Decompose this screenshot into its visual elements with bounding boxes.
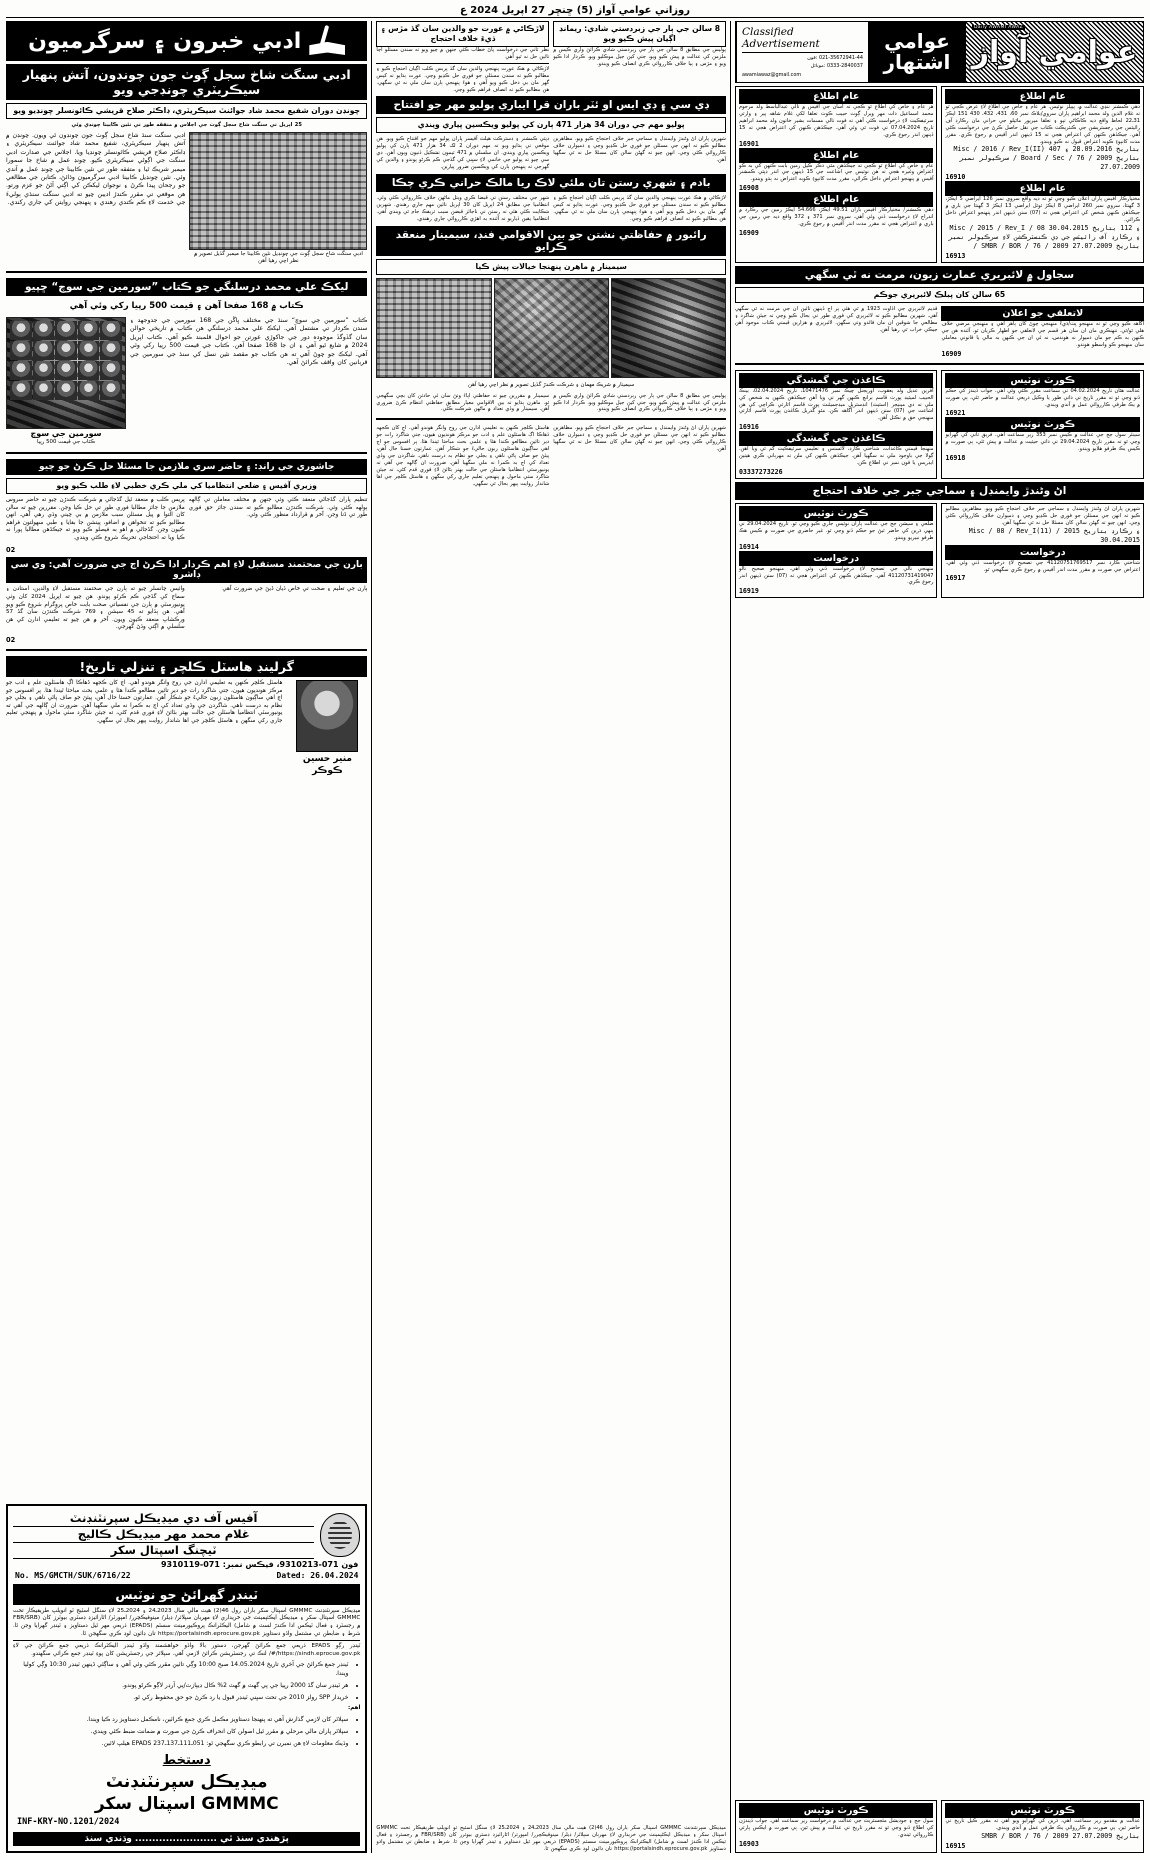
logo-title: عوامي آواز (971, 34, 1138, 70)
left-article-2-body-row (6, 586, 367, 632)
lost-docs-2-ref: 03337273226 (738, 467, 783, 476)
mid-art-1-headline: 8 سالن جي ٻار جي زبردستي شادي: ريمانڊ اڳيان پيش ڪيو ويو (553, 21, 726, 47)
tender-office-line1: آفيس آف دي ميڊيڪل سپرنٽنڊنٽ (13, 1511, 314, 1527)
lost-docs-2-body: منهنجا قيمتي ڪاغذات، شناختي ڪارڊ، لائسنس ۽ تعليمي سرٽيفڪيٽ گم ٿي ويا آهن. ڳولا جي باوجود ملي نه سگهيا آهن. جيڪڏهن ڪنهن کي ملن ته مهرباني ڪري هيٺين ايڊريس يا فون نمبر تي اطلاع ڪن. (738, 446, 934, 467)
left-article-2-ref: 02 (6, 636, 16, 645)
classified-phone1: 021-35672941-44 :فون (807, 54, 863, 61)
book-cover-wrap (6, 317, 126, 447)
notice-0-ref: 16910 (945, 173, 966, 182)
mid-photo-1 (376, 278, 491, 378)
court-3-ref: 16914 (738, 542, 759, 551)
sajawal-sub: 65 سالن کان پبلڪ لائبريري جوڪم (735, 287, 1144, 303)
mid-art-0-sub: نظر ثاني جي درخواست پاڻ خطاب ڪئي جنهن ۾ چيو ويو ته سندن مسئلو اڃا تائين حل نه ٿيو آهي (376, 47, 550, 60)
lost-docs-card (735, 370, 938, 479)
dastak-1-title: درخواست (739, 551, 934, 566)
court-notice-card-1 (941, 370, 1144, 479)
tender-dated: Dated: 26.04.2024 (276, 1570, 359, 1580)
literary-section-title: ادبي خبرون ۽ سرگرميون (28, 28, 302, 54)
court-2-title: ڪورٽ نوٽيس (945, 417, 1140, 432)
book-price-note: ڪتاب جي قيمت 500 رپيا (37, 438, 95, 445)
feature-author-name: منير حسين ڪوڪر (302, 754, 352, 777)
mid-top-a (376, 21, 549, 93)
notice-grid-low (735, 503, 1144, 598)
sajawal-body-row (735, 306, 1144, 358)
court-5-ref: 16915 (945, 1842, 966, 1850)
middle-column (376, 21, 726, 1853)
classified-email: awamiawaz@gmail.com (741, 71, 802, 78)
masthead-line: روزاني عوامي آواز (5) ڇنڇر 27 اپريل 2024 ع (459, 5, 691, 16)
left-column (6, 21, 367, 1853)
notice-ref-code-3: SMBR / BOR / 76 / 2009 بتاريخ 27.07.2009 (981, 1832, 1141, 1840)
notice-grid-mid (735, 370, 1144, 479)
notice-2-body: عام ۽ خاص کي اطلاع ٿو ڪجي ته جيڪڏهن مٿي ذڪر ڪيل زمين بابت ڪنهن کي به ڪو اعتراض وغيره هجي ته هن نوٽيس جي اشاعت جي 15 ڏينهن جي اندر ڊپٽي ڪمشنر آفيس ۾ پنهنجو اعتراض داخل ڪرائي، مقرر مدت کانپوءِ ڪوبه اعتراض نه ٻڌو ويندو. (738, 162, 934, 183)
mid-banner-2-body-row (376, 195, 726, 223)
literary-photo-caption: ادبي سنگت شاخ سجل ڳوٺ جي چونڊيل نئين ڪابينا جا ميمبر گڏيل تصوير ۾ نظر اچي رهيا آهن (193, 250, 363, 264)
feature-body: هاسٽل ڪلچر ڪنهن به تعليمي ادارن جي روح وانگر هوندو آهي. اڄ کان ڪجهه ڏهاڪا اڳ هاسٽلون علم ۽ ادب جو مرڪز هونديون هيون، جتي شاگرد رات جو دير تائين مطالعو ڪندا هئا ۽ علمي بحث مباحثا ٿيندا هئا. پر افسوس جو اڄ اهي ساڳيون هاسٽلون زبون حاليءَ جو شڪار آهن. عمارتون خستا حال آهن، پيئڻ جو صاف پاڻي ناهي ۽ بجلي جو نظام به درست ناهي. شاگردن جي وڏي تعداد کي اڄ به ڪمرا نه ملي سگهيا آهن. ضرورت ان ڳالهه جي آهي ته يونيورسٽي انتظاميا هاسٽلن جي حالت بهتر بڻائڻ لاءِ فوري قدم کڻي، ته جيئن شاگرد سٺي ماحول ۾ پنهنجي تعليم جاري رکي سگهن ۽ هاسٽل ڪلچر جي اها شاندار روايت ٻيهر بحال ٿي سگهي. (6, 680, 283, 724)
court-1-ref: 16921 (945, 409, 966, 418)
classified-brand (868, 22, 966, 82)
dastak-1-ref: 16919 (738, 587, 759, 596)
court-notice-card-3 (735, 1800, 938, 1853)
notice-3-ref: 16909 (738, 228, 759, 237)
tender-note-list (13, 1715, 360, 1748)
protest-body: شهرين پاران اڻ وڻندڙ وايمنڊل ۽ سماجي جبر خلاف احتجاج ڪيو ويو. مظاهرين مطالبو ڪيو ته انهن جي مسئلن جو فوري حل ڪڍيو وڃي ۽ ذميوارن خلاف ڪارروائي ڪئي وڃي. انهن چيو ته گهڻن سالن کان مسئلا حل نه ٿي سگهيا آهن. (945, 505, 1141, 526)
mid-top-b (553, 21, 726, 93)
mid-lower-a: هاسٽل ڪلچر ڪنهن به تعليمي ادارن جي روح وانگر هوندو آهي. اڄ کان ڪجهه ڏهاڪا اڳ هاسٽلون علم ۽ ادب جو مرڪز هونديون هيون، جتي شاگرد رات جو دير تائين مطالعو ڪندا هئا ۽ علمي بحث مباحثا ٿيندا هئا. پر افسوس جو اڄ اهي ساڳيون هاسٽلون زبون حاليءَ جو شڪار آهن. عمارتون خستا حال آهن، پيئڻ جو صاف پاڻي ناهي ۽ بجلي جو نظام به درست ناهي. شاگردن جي وڏي تعداد کي اڄ به ڪمرا نه ملي سگهيا آهن. ضرورت ان ڳالهه جي آهي ته يونيورسٽي انتظاميا هاسٽلن جي حالت بهتر بڻائڻ لاءِ فوري قدم کڻي، ته جيئن شاگرد سٺي ماحول ۾ پنهنجي تعليم جاري رکي سگهن ۽ هاسٽل ڪلچر جي اها شاندار روايت ٻيهر بحال ٿي سگهي. (376, 425, 550, 487)
court-2-ref: 16918 (945, 454, 966, 463)
notice-1-ref: 16901 (738, 139, 759, 148)
lost-docs-card-2 (941, 503, 1144, 598)
mid-banner-2-body-2: لاڙڪاڻي ۾ هڪ عورت پنهنجي والدين سان گڏ پريس ڪلب اڳيان احتجاج ڪيو ۽ مطالبو ڪيو ته سندن مسئلي جو فوري حل ڪڍيو وڃي. عورت ٻڌايو ته کيس گهر مان بي دخل ڪيو ويو آهي ۽ هوءَ پنهنجي ٻارن سان ملي نه ٿي سگهي. هن مطالبو ڪيو ته انصاف فراهم ڪيو وڃي. (553, 194, 726, 222)
court-4-title: ڪورٽ نوٽيس (739, 1803, 934, 1818)
column-divider-1 (371, 21, 372, 1853)
mid-banner-3: رائبور ۾ حفاظتي نشتن جو بين الاقوامي فنڊ، سيمينار منعقد ڪرايو (376, 226, 726, 256)
tender-ref-row (13, 1570, 360, 1581)
notice-3-title: عام اطلاع (739, 192, 934, 207)
mid-banner-2: بادم ۽ شهري رستن تان ملئي لاڪ ريا مالڪ حراني ڪري چڪا (376, 174, 726, 192)
literary-photo (189, 132, 367, 250)
mid-banner-1-sub: پوليو مهم جي دوران 34 هزار 471 ٻارن کي پوليو ويڪسين پياري ويندي (376, 117, 726, 133)
notice-0-body: دهي ڪمشنر ننڍي عدالت ۾، پيپلز نوٽيس. هر عام ۽ خاص جي اطلاع لاءِ عرض ڪجي ٿو ته غلام الدين ولد محمد ابراهيم پاران سروي/بلاڪ نمبر 60، 431، 432، 430 151 ايڪڙ 31ـ22 لحاظ واقع ديه ڪاڪاڻي تپو ۽ تعلقا ميرپور ماٿيلو جي حراني مان رڪارڊ آف رائيٽس جي رجسٽريشن جي ڪنٽريڪٽ ڪتاب جي نقل حاصل ڪرڻ جي درخواست ڪئي آهي. جيڪڏهن ڪنهن کي اعتراض هجي ته 15 ڏينهن اندر آفيس ۾ رجوع ڪري. مقرر مدت کانپوءِ ڪوبه اعتراض قبول نه ڪيو ويندو. (945, 104, 1141, 145)
feature-headline: گرلينڊ هاسٽل ڪلچر ۽ تنزلي تاريخ! (6, 656, 367, 677)
tender-intro: ميڊيڪل سپرنٽنڊنٽ GMMMC اسپتال سکر باران رول 46(2) هيٺ مالي سال 2023ـ24 ۽ 2024ـ25 لاءِ سنگل اسٽيج ٽو انويلپ طريقيڪار تحت GMMMC اسپتال سکر ۽ ميڊيڪل ايڪئپمينٽ جي خريداري لاءِ مهربان سپلائر/ ڊيلر/ مينوفيڪچرر/ امپورٽر/ اٿارائيزڊ ڊسٽري بيوٽرز کان (FBR/SRB ۾ رجسٽرڊ ۽ فعال ٽيڪس ادا ڪندڙ لسٽ ۾ شامل) اليڪٽرانڪ پروڪيورمينٽ سسٽم (EPADS) ذريعي مهر ٿيل دستاويز ۽ ٽينڊر گهرايا وڃن ٿا. شرط ۽ ضابطن تي مشتمل واڌو دستاويز https://portalsindh.eprocure.gov.pk تان ڊائون لوڊ ڪري سگهجن ٿا. (13, 1607, 361, 1637)
tender-notice-card (6, 1504, 367, 1853)
court-1-title: ڪورٽ نوٽيس (945, 373, 1140, 388)
classified-label: Classified Advertisement (742, 26, 863, 53)
tender-note-head: اهم: (348, 1705, 361, 1712)
mid-banner-1: ڊي سي ۽ ڊي ايس او ئٽر باران قرا ايباري پوليو مهر جو افتتاح (376, 96, 726, 114)
left-article-1-sub: وزيري آفيس ۽ ضلعي انتظاميا کي ملي ڪري خطبي لاءِ طلب ڪيو ويو (6, 478, 367, 494)
book-cover-title: سورمين جي سوچ (30, 428, 102, 438)
feature-author-wrap (287, 680, 367, 778)
tender-sign-label: دستخط (162, 1753, 211, 1768)
left-article-1-body-row (6, 497, 367, 543)
lost-docs-body: آفرين عديل ولد يعقوب، اوريجنل ڇيڪ نمبر 10471476، تاريخ 02.04.2024، بينڪ الحبيب لميٽيڊ پورٽ قاسم برانچ ڪنهن گهر تي ويا آهن جيڪڏهن ڪنهن به شخص کي ملي ته دي مينيجر (اسٽيٿ) انڊسٽريل ميڊجميئنٽ پورٽ قاسم اٿارٽي ڪراچي کي هن اشاعت جي (07) ستن ڏينهن اندر آگاهه ڪن. مٿو گذريل ڪاغذن پورٽ قاسم اٿارٽي منهنجي حق ۾ نڪتل آهن. (738, 387, 934, 422)
column-divider-2 (730, 21, 731, 1853)
notice-grid-bottom (735, 1800, 1144, 1853)
court-4-body: سول جج ۽ جوڊيشل مئجسٽريٽ جي عدالت ۾ درخواست زير سماعت آهي. جواب ڏيندڙن کي اطلاع ڏنو وڃي ٿو ته مقرر تاريخ تي عدالت ۾ پيش ٿين. ٻي صورت ۾ ايڪس پارٽي ڪارروائي ٿيندي. (738, 1818, 934, 1838)
tender-office-line3: ٽيچنگ اسپتال سکر (13, 1543, 314, 1559)
brand-line-2: اشتهار (883, 50, 951, 74)
book-subhead: ڪتاب ۾ 168 صفحا آهن ۽ قيمت 500 رپيا رکي وئي آهي (69, 300, 304, 311)
tender-bullet-1: • هر ٽينڊر سان گڏ 2000 رپيا جي پي گھٽ ۾ گھٽ 2% ڪال ڊيپازٽ/پي آرڊر لاڳو ڪرڻو پوندو. (13, 1681, 348, 1690)
book-row (6, 317, 367, 447)
notice-0-title: عام اطلاع (945, 89, 1140, 104)
left-article-1-ref: 02 (6, 546, 16, 555)
disclaimer-ref: 16909 (941, 349, 962, 358)
mid-banner-1-body: ڊپٽي ڪمشنر ۽ ڊسٽرڪٽ هيلٿ آفيسر پاران پوليو مهم جو افتتاح ڪيو ويو. هن موقعي تي ٻڌايو ويو ته مهم دوران 2 لک 34 هزار 471 ٻارن کي پوليو ويڪسين پياري ويندي. ان سلسلي ۾ 471 ٽيمون تشڪيل ڏنيون ويون آهن. ڊي سي چيو ته پوليو جي خاتمي لاءِ سڀني کي گڏجي ڪم ڪرڻو پوندو ۽ والدين کي گهرجي ته پنهنجن ٻارن کي ويڪسين ضرور پيارين. (376, 136, 550, 171)
notice-card-0 (941, 86, 1144, 263)
notice-4-body: مختيارڪار آفيس پاران اعلان ڪيو وڃي ٿو ته ديه واقع سروي نمبر 126 ايراضي 5 ايڪڙ، 3 گهنٽا، سروي نمبر 260 ايراضي 8 ايڪڙ ٽوٽل ايراضي 13 ايڪڙ 3 گهنٽا جي باري ۾ جيڪڏهن ڪنهن شخص کي اعتراض هجي ته (07) ستن ڏينهن اندر پنهنجو اعتراض داخل ڪرائي. (945, 196, 1141, 224)
right-column (735, 21, 1144, 1853)
court-notice-card-2 (735, 503, 938, 598)
tender-sign-name2: GMMMC اسپتال سکر (94, 1794, 279, 1814)
notice-2-ref: 16908 (738, 184, 759, 193)
lost-docs-title: ڪاغذن جي گمشدگي (739, 373, 934, 388)
left-lowcol-a: تنظيم پاران گڏجاڻي منعقد ڪئي وئي جنهن ۾ مختلف معاملن تي ڳالهه ٻولهه ڪئي وئي. شرڪت ڪندڙن مطالبو ڪيو ته سندن جائز حق فوري طور تي ڏنا وڃن. آخر ۾ قرارداد منظور ڪئي وئي. (188, 496, 368, 519)
mid-filler-a: ميڊيڪل سپرنٽنڊنٽ GMMMC اسپتال سکر باران رول 46(2) هيٺ مالي سال 2023ـ24 ۽ 2024ـ25 لاءِ سنگل اسٽيج ٽو انويلپ طريقيڪار تحت GMMMC اسپتال سکر ۽ ميڊيڪل ايڪئپمينٽ جي خريداري لاءِ مهربان سپلائر/ ڊيلر/ مينوفيڪچرر/ امپورٽر/ اٿارائيزڊ ڊسٽري بيوٽرز کان (FBR/SRB ۾ رجسٽرڊ ۽ فعال ٽيڪس ادا ڪندڙ لسٽ ۾ شامل) اليڪٽرانڪ پروڪيورمينٽ سسٽم (EPADS) ذريعي مهر ٿيل دستاويز ۽ ٽينڊر گهرايا وڃن ٿا. شرط ۽ ضابطن تي مشتمل واڌو دستاويز https://portalsindh.eprocure.gov.pk تان ڊائون لوڊ ڪري سگهجن ٿا. (376, 1825, 726, 1853)
dastak-2-body: شناختي ڪارڊ نمبر 41120751769517 جي تصحيح لاءِ درخواست ڏني وئي آهي. اعتراض جي صورت ۾ مقرر مدت اندر آفيس ۾ رجوع ڪري سگهجي ٿو. (945, 559, 1141, 573)
literary-section-banner (6, 21, 367, 61)
tender-phone-label: فون 071-9310213، فيڪس نمبر: 071-9310119 (160, 1559, 359, 1569)
tender-note-0: • سپلائر کان لازمي گذارش آهي ته پنهنجا دستاويز مڪمل ڪري جمع ڪرائين، نامڪمل دستاويز رد ڪيا ويندا. (13, 1715, 348, 1724)
logo-tagline: Daily AWAMI AWAZ (973, 25, 1024, 30)
mid-art-0-headline: لاڙڪاڻي ۾ عورت جو والدين سان گڏ مڙس ۽ ڌيءَ خلاف احتجاج (376, 21, 549, 47)
literary-body-row (6, 132, 367, 266)
book-cover-image (6, 317, 126, 429)
lost-docs-ref: 16916 (738, 423, 759, 432)
court-notice-card-4 (941, 1800, 1144, 1853)
mid-banner-3-sub: سيمينار ۾ ماهرن پنهنجا خيالات پيش ڪيا (376, 259, 726, 275)
mid-top-row (376, 21, 726, 93)
notice-ref-code-1: Misc / 2015 / Rev_I / 08 ۽ 112 بتاريخ 30.04.2015 ۽ رڪارڊ آف رائيٽس جي ڊي ڪنسٽرڪشن لاءِ سرڪيولر نمبر / SMBR / BOR / 76 / 2009 بتاريخ 27.07.2009 (948, 224, 1141, 251)
sajawal-headline: سجاول ۾ لائبريري عمارت زبون، مرمت نه ٿي سگهي (735, 266, 1144, 284)
mid-banner-1-body-2: شهرين پاران اڻ وڻندڙ وايمنڊل ۽ سماجي جبر خلاف احتجاج ڪيو ويو. مظاهرين مطالبو ڪيو ته انهن جي مسئلن جو فوري حل ڪڍيو وڃي ۽ ذميوارن خلاف ڪارروائي ڪئي وڃي. انهن چيو ته گهڻن سالن کان مسئلا حل نه ٿي سگهيا آهن. (553, 136, 726, 164)
tender-para2: ٽينڊر رڳو EPADS ذريعي جمع ڪرائڻ گهرجن، دستور بالا واڌو خواهشمند واڌو ٽينڊر اليڪٽرانڪ ذريعي جمع ڪرائڻ جي لاءِ https://sindh.eprocue.gov.pk/#/ لنڪ تي رجسٽريشن ڪرائڻ لازمي آهي. سپلائر جي رجسٽريشن کان پوءِ ٽينڊر جمع ڪرائي سگهندو. (13, 1643, 361, 1657)
lost-docs-2-title: ڪاغذن جي گمشدگي (739, 431, 934, 446)
tender-inf-no: INF-KRY-NO.1201/2024 (17, 1817, 120, 1827)
tender-office-line2: غلام محمد مهر ميڊيڪل ڪاليج (13, 1527, 314, 1543)
left-lowcol-b: ٻارن جي تعليم ۽ صحت تي خاص ڌيان ڏيڻ جي ضرورت آهي (222, 586, 368, 593)
tender-title: ٽينڊر گهرائڻ جو نوٽيس (13, 1584, 360, 1605)
government-emblem-icon (320, 1513, 360, 1557)
mid-art-0-body: لاڙڪاڻي ۾ هڪ عورت پنهنجي والدين سان گڏ پريس ڪلب اڳيان احتجاج ڪيو ۽ مطالبو ڪيو ته سندن مسئلي جو فوري حل ڪڍيو وڃي. عورت ٻڌايو ته کيس گهر مان بي دخل ڪيو ويو آهي ۽ هوءَ پنهنجي ٻارن سان ملي نه ٿي سگهي. هن مطالبو ڪيو ته انصاف فراهم ڪيو وڃي. (376, 65, 550, 93)
book-headline: ليکڪ علي محمد درسلنگي جو ڪتاب ”سورمين جي سوچ“ ڇپيو (6, 278, 367, 296)
mid-banner-3-body: سيمينار ۾ مقررين چيو ته حفاظتي اپاءَ وٺڻ سان ئي حادثن کان بچي سگهجي ٿو. ماهرن ٻڌايو ته بين الاقوامي معيار مطابق حفاظتي انتظام ڪرڻ ضروري آهن. سيمينار ۾ وڏي تعداد ۾ ماڻهن شرڪت ڪئي. (376, 392, 550, 413)
tender-note-2: • وڌيڪ معلومات لاءِ هن نمبرن تي رابطو ڪري سگهجي ٿو: 051ـ111ـ137ـ237 EPADS هيلپ لائين. (13, 1739, 348, 1748)
court-4-ref: 16903 (738, 1839, 759, 1848)
notice-1-title: عام اطلاع (739, 89, 934, 104)
notice-4-title: عام اطلاع (945, 181, 1140, 196)
classified-phone2: 0333-2840037 :موبائل (810, 63, 863, 70)
notice-ref-code-0: Misc / 2016 / Rev_I(II) 407 بتاريخ 28.09.2016 ۽ سرڪيولر نمبر / Board / Sec / 76 / 2009 بتاريخ 27.07.2009 (953, 145, 1141, 172)
avatar (296, 680, 358, 752)
sajawal-side (941, 306, 1144, 358)
newspaper-logo (966, 22, 1143, 82)
mid-banner-3-body-row (376, 393, 726, 414)
mid-banner-3-body-2: پوليس جي مطابق 8 سالن جي ٻار جي زبردستي شادي ڪرائڻ واري ڪيس ۾ ملزمن کي عدالت ۾ پيش ڪيو ويو، جتي کين جيل موڪليو ويو. ڪردار ادا ڪيو ويو ۽ مڙس ۽ ٻيا خلاف ڪارروائي ڪري انصاف ڪيو ويندو. (553, 392, 726, 413)
notice-grid-top (735, 86, 1144, 263)
court-3-title: ڪورٽ نوٽيس (739, 506, 934, 521)
book-body: ڪتاب ”سورمين جي سوچ“ سنڌ جي مختلف ڀاڱن جي 168 سورمين جي جدوجهد ۽ سندن ڪردار تي مشتمل آهي. ليکڪ علي محمد درسلنگي هن ڪتاب ۾ تاريخي حوالن سان گڏوگڏ موجوده دور جي جاکوڙي عورتن جو احوال قلمبند ڪيو آهي. ڪتاب اپريل 2024 ۾ شايع ٿيو آهي ۽ ان جا 168 صفحا آهن. ڪتاب جي قيمت 500 رپيا رکي وئي آهي. ليکڪ جو چوڻ آهي ته هن ڪتاب جو مقصد نئين نسل کي سنڌ جي سورمين جي قربانين کان واقف ڪرائڻ آهي. (130, 316, 368, 366)
notice-4-ref: 16913 (945, 252, 966, 261)
disclaimer-body: آگاهه ڪيو وڃي ٿو ته منهنجو پٽ/ڌيءُ منهنجي چوڻ کان ٻاهر آهي ۽ منهنجي مرضي خلاف هلي ٿو/ٿي. تنهنڪري مان ان سان هر قسم جي لاتعلقي جو اظهار ڪريان ٿو. آئنده هن جي ڪنهن به ڪم جو مان ذميوار نه هوندس، نه ئي ان جي ڪنهن به مالي يا قانوني معاملي سان منهنجو ڪو واسطو هوندو. (941, 321, 1145, 348)
tender-bullet-2: • خريدار SPP رولز 2010 جي تحت سڀني ٽينڊر قبول يا رد ڪرڻ جو حق محفوظ رکي ٿو. (13, 1693, 348, 1702)
left-article-1-body: پريس ڪلب ۾ منعقد ٿيل گڏجاڻي ۾ شرڪت ڪندڙن چيو ته حاضر سروس ملازمن جا جائز مطالبا فوري طور تي حل ڪيا وڃن. مقررين چيو ته سالن کان التوا ۾ پيل مسئلن سبب ملازمن ۾ بي چيني وڌي رهي آهي. انهن مطالبو ڪيو ته تنخواهن ۾ اضافو، پينشن جا بقايا ۽ طبي سهولتون فراهم ڪيون وڃن. گڏجاڻي ۾ اهو به فيصلو ڪيو ويو ته جيڪڏهن مطالبا پورا نه ڪيا ويا ته احتجاجي تحريڪ شروع ڪئي ويندي. (6, 496, 185, 541)
left-article-1-headline: جاشوري جي رانڊ: ۽ حاضر سري ملازمن جا مسئلا حل ڪرڻ جو چيو (6, 459, 367, 475)
dastak-2-title: درخواست (945, 545, 1140, 560)
left-article-2-body: وائيس چانسلر چيو ته ٻارن جي صحتمند مستقبل لاءِ والدين، استادن ۽ سماج کي گڏجي ڪم ڪرڻو پوندو. هن چيو ته اپريل 2024 کان وٺي يونيورسٽي ۾ ٻارن جي نفسياتي صحت بابت خاص پروگرام شروع ڪيو ويو آهي. هن ٻڌايو ته 45 سيشن ۽ 769 شرڪت ڪندڙن سان گڏ 57 ورڪشاپ منعقد ڪيون ويون. آخر ۾ هن چيو ته تعليمي ادارن کي هن سلسلي ۾ اڳتي وڌڻ گهرجي. (6, 586, 185, 631)
sajawal-body: قديم لائبريري جي اڏاوت 1923 ۾ ٿي هئي پر اڄ ڏينهن تائين ان جي مرمت نه ٿي سگهي آهي. شهرين مطالبو ڪيو ته لائبريري کي فوري طور تي بحال ڪيو وڃي ته جيئن شاگرد ۽ مطالعي جا شوقين ان مان فائدو وٺي سگهن. لائبريري ۾ ھزارين قيمتي ڪتاب موجود آهن جيڪي خراب ٿي رهيا آهن. (734, 306, 938, 333)
literary-photo-wrap (189, 132, 367, 266)
tender-sign-name1: ميڊيڪل سپرنٽنڊنٽ (105, 1772, 268, 1792)
mid-banner-2-body: شهر جي مختلف رستن تي قبضا ڪري ويٺل ماڻهن خلاف ڪارروائي ڪئي وئي. انتظاميا جي مطابق 24 اپريل کان 30 اپريل تائين مهم جاري رهندي. شهرين شڪايت ڪئي هئي ته رستن تي ناجائز قبضن سبب ٽريفڪ جام ٿي ويندي آهي. انتظاميا يقين ڏياريو ته آئنده به اهڙي ڪارروائي جاري رهندي. (376, 194, 550, 222)
dastak-1-body: منهنجي نالي جي تصحيح لاءِ درخواست ڏني وئي آهي. منهنجو صحيح نالو 41120731419047 آهي. جيڪڏهن ڪنهن کي اعتراض هجي ته (07) ستن ڏينهن اندر رجوع ڪري. (738, 565, 934, 586)
court-3-body: ضلعي ۽ سيشن جج جي عدالت پاران نوٽيس جاري ڪيو وڃي ٿو. تاريخ 29.04.2024 تي ٻنهي ڌرين کي حاضر ٿيڻ جو حڪم ڏنو وڃي ٿو. غير حاضري جي صورت ۾ ڪيس هڪ طرفو نبيريو ويندو. (738, 520, 934, 541)
tender-phone-row (13, 1559, 360, 1570)
page-masthead-strip (6, 4, 1144, 18)
left-article-2-headline: بارن جي صحتمند مستقبل لاءِ اهم ڪردار ادا ڪرڻ اڄ جي ضرورت آهي: وي سي ڊاشرو (6, 557, 367, 583)
notice-card-1 (735, 86, 938, 263)
mid-lower-b: شهرين پاران اڻ وڻندڙ وايمنڊل ۽ سماجي جبر خلاف احتجاج ڪيو ويو. مظاهرين مطالبو ڪيو ته انهن جي مسئلن جو فوري حل ڪڍيو وڃي ۽ ذميوارن خلاف ڪارروائي ڪئي وڃي. انهن چيو ته گهڻن سالن کان مسئلا حل نه ٿي سگهيا آهن. (553, 425, 726, 453)
mid-photo-3 (611, 278, 726, 378)
tender-signature-block (13, 1753, 360, 1815)
court-1-body: عدالت هٿان تاريخ 04.02.2024 تي سماعت مقرر ڪئي وئي آهي. جواب ڏيندڙ کي حڪم ڏنو وڃي ٿو ته مقرر تاريخ تي ذاتي طور يا وڪيل ذريعي عدالت ۾ حاضر ٿئي، ٻي صورت ۾ يڪ طرفي ڪارروائي عمل ۾ آندي ويندي. (945, 387, 1141, 408)
court-2-body: سينئر سول جج جي عدالت ۾ ڪيس نمبر 353 زير سماعت آهي. فريق ثاني کي گهرايو وڃي ٿو ته مقرر تاريخ 29.04.2024 تي ذاتي حيثيت ۾ عدالت ۾ پيش ٿئي، ٻي صورت ۾ ڪيس يڪ طرفو هلايو ويندو. (945, 432, 1141, 453)
publication-masthead (735, 21, 1144, 83)
notice-1-body: هر عام ۽ خاص کي اطلاع ٿو ڪجي ته اسان جي آفيس ۾ تالي عبدالباسط ولد مرحوم محمد اسماعيل ذات مهر ويرل ڳوٺ حبيب ڪوٽ تعلقا لکي غلام شاهه پير ۽ وارثي سرٽيفڪيٽ لاءِ درخواست ڪئي آهي ته فوت تالي مسمات بشير خاتون ولد محمد ابراهيم تاريخ 07.04.2024 تي فوت ٿي وئي آهي. جيڪڏهن ڪنهن کي اعتراض هجي ته 15 ڏينهن اندر رجوع ڪري. (738, 104, 934, 138)
brand-line-1: عوامي (884, 29, 950, 54)
tender-bullet-list (13, 1660, 360, 1702)
mid-photo-2 (494, 278, 609, 378)
quill-book-icon (309, 26, 345, 56)
notice-2-title: عام اطلاع (739, 148, 934, 163)
tender-note-1: • سپلائر پاران مالي مرحلي ۾ مقرر ٿيل اصولن کان انحراف ڪرڻ جي صورت ۾ ضمانت ضبط ڪئي ويندي. (13, 1727, 348, 1736)
literary-headline: ادبي سنگت شاخ سجل ڳوٺ جون چونڊون، آتش پنهيار سيڪريٽري چونڊجي ويو (6, 64, 367, 100)
court-5-title: ڪورٽ نوٽيس (945, 1803, 1140, 1818)
columns-container (6, 21, 1144, 1853)
mid-banner-1-body-row (376, 136, 726, 171)
literary-body-a: ادبي سنگت سنڌ شاخ سجل ڳوٺ جون چونڊون ٿي ويون. چونڊن ۾ آتش پنهيار سيڪريٽري، شفيع محمد شاد جوائنٽ سيڪريٽري ۽ ڊاڪٽر صلاح قريشي ڪائونسلر چونڊيا ويا. اجلاس جي صدارت ادبي سنگت جي اڳوڻي سيڪريٽري ڪيو. چونڊ عمل ۾ شاخ جا سمورا ميمبر شريڪ ٿيا ۽ متفقه طور تي نئين ڪابينا جي چونڊ عمل ۾ آندي وئي. نئين چونڊيل ڪابينا ادبي سرگرميون وڌائڻ، ڪتابن جي مطالعي جو رجحان پيدا ڪرڻ ۽ نوجوان ليکڪن کي اڳتي آڻڻ جو عزم ورتو. هن موقعي تي مقرر ڪندڙ اديبن چيو ته ادبي سنگت سنڌي ٻوليءَ جي خدمت لاءِ ڪم ڪندي رهندي ۽ پنهنجي روايتن کي جاري رکندي. (6, 131, 186, 207)
mid-photo-strip (376, 278, 726, 378)
literary-deck: 25 اپريل تي سنگت شاخ سجل ڳوٺ جي اجلاس ۾ متفقه طور تي نئين ڪابينا چونڊي وئي (71, 122, 302, 128)
tender-bullet-0: • ٽينڊر جمع ڪرائڻ جي آخري تاريخ 14.05.2024 صبح 10:00 وڳي تائين مقرر ڪئي وئي آهي ۽ ساڳئي ڏينهن ٽينڊر 10:30 وڳي کوليا ويندا. (13, 1660, 348, 1678)
dastak-2-ref: 16917 (945, 574, 966, 583)
mid-photo-caption: سيمينار ۾ شريڪ مهمان ۽ شرڪت ڪندڙ گڏيل تصوير ۾ نظر اچي رهيا آهن (468, 381, 635, 388)
tender-office-heading (13, 1511, 314, 1559)
mid-lower-row (376, 425, 726, 487)
classified-badge (736, 22, 868, 82)
court-5-body: عدالت ۾ مقدمو زير سماعت آهي، ڌرين کي گهرايو ويو آهي ته مقرر ڪيل تاريخ تي حاضر ٿين. ٻي صورت ۾ ڪارروائي يڪ طرفي عمل ۾ آندي ويندي. (945, 1818, 1141, 1832)
notice-ref-code-2: Misc / 08 / Rev_I(11) / 2015 ۽ رڪارڊ بتاريخ 30.04.2015 (968, 526, 1141, 544)
notice-3-body: دهي ڪمشنر/ مختيارڪار آفيس باران 49.51 ايڪڙ، 54.666 ايڪڙ زمين جي رڪارڊ ۾ اندراج لاءِ درخواست ڏني وئي آهي. سروي نمبر 371 ۽ 372 واقع ديه جي زمين جي باري ۾ اعتراض هجي ته مقرر مدت اندر آفيس ۾ رجوع ڪري. (738, 207, 934, 228)
mid-art-1-body: پوليس جي مطابق 8 سالن جي ٻار جي زبردستي شادي ڪرائڻ واري ڪيس ۾ ملزمن کي عدالت ۾ پيش ڪيو ويو، جتي کين جيل موڪليو ويو. ڪردار ادا ڪيو ويو ۽ مڙس ۽ ٻيا خلاف ڪارروائي ڪري انصاف ڪيو ويندو. (553, 47, 726, 67)
protest-headline: اڻ وڻندڙ وايمنڊل ۽ سماجي جبر جي خلاف احتجاج (735, 482, 1144, 500)
feature-row (6, 680, 367, 778)
tender-ref-no: No. MS/GMCTH/SUK/6716/22 (15, 1570, 131, 1580)
disclaimer-title: لاتعلقي جو اعلان (941, 306, 1144, 321)
tender-footer-strip: پڙهندي سنڌ ٿي ........................ وڌندي سنڌ (13, 1832, 360, 1846)
literary-subhead: چونڊن دوران شفيع محمد شاد جوائنٽ سيڪريٽري، ڊاڪٽر صلاح قريشي ڪائونسلر چونڊيو ويو (6, 103, 367, 119)
